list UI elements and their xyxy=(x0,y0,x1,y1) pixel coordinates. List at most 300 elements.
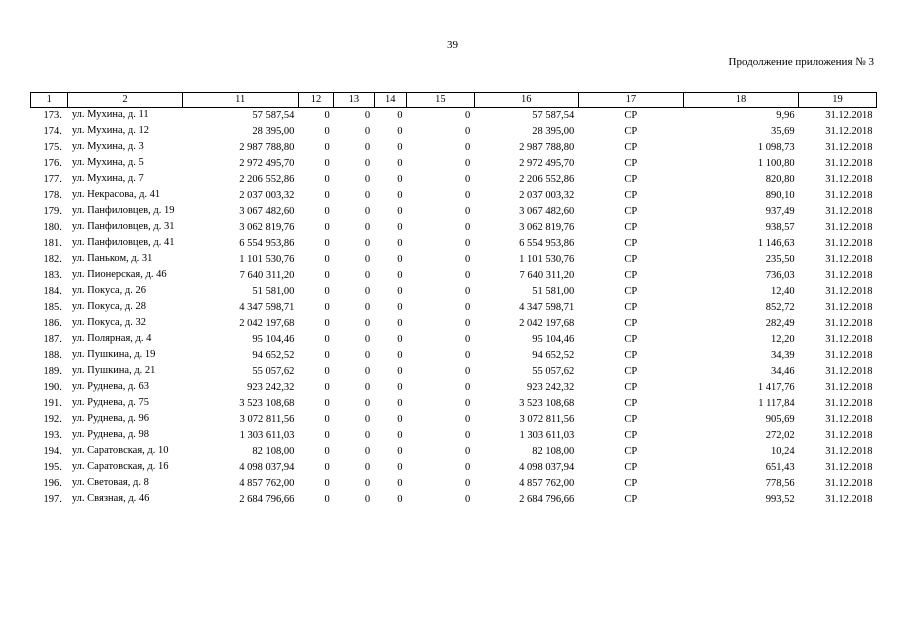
cell-col-18: 272,02 xyxy=(765,430,795,441)
cell-col-17: СР xyxy=(624,446,638,457)
address-cell: ул. Паньком, д. 31 xyxy=(71,253,153,264)
cell-col-12: 0 xyxy=(324,398,330,409)
row-number: 174. xyxy=(43,126,62,137)
cell-col-19: 31.12.2018 xyxy=(825,206,873,217)
cell-col-11: 1 101 530,76 xyxy=(239,254,295,265)
cell-col-14: 0 xyxy=(397,446,403,457)
appendix-caption: Продолжение приложения № 3 xyxy=(728,56,874,68)
cell-col-19: 31.12.2018 xyxy=(825,398,873,409)
cell-col-14: 0 xyxy=(397,238,403,249)
row-number: 194. xyxy=(43,446,62,457)
cell-col-12: 0 xyxy=(324,126,330,137)
table-row xyxy=(31,318,877,334)
cell-col-15: 0 xyxy=(464,382,471,393)
cell-col-19: 31.12.2018 xyxy=(825,174,873,185)
cell-col-14: 0 xyxy=(397,110,403,121)
cell-col-18: 993,52 xyxy=(765,494,795,505)
row-number: 196. xyxy=(43,478,62,489)
row-number: 182. xyxy=(43,254,62,265)
cell-col-12: 0 xyxy=(324,318,330,329)
cell-col-17: СР xyxy=(624,110,638,121)
cell-col-16: 3 072 811,56 xyxy=(519,414,575,425)
cell-col-17: СР xyxy=(624,174,638,185)
cell-col-17: СР xyxy=(624,158,638,169)
table-row xyxy=(31,334,877,350)
cell-col-15: 0 xyxy=(464,446,471,457)
cell-col-18: 938,57 xyxy=(765,222,795,233)
cell-col-14: 0 xyxy=(397,302,403,313)
cell-col-12: 0 xyxy=(324,158,330,169)
cell-col-12: 0 xyxy=(324,334,330,345)
table-row xyxy=(31,286,877,302)
cell-col-11: 28 395,00 xyxy=(252,126,295,137)
cell-col-19: 31.12.2018 xyxy=(825,254,873,265)
cell-col-17: СР xyxy=(624,462,638,473)
cell-col-12: 0 xyxy=(324,254,330,265)
cell-col-19: 31.12.2018 xyxy=(825,318,873,329)
cell-col-19: 31.12.2018 xyxy=(825,494,873,505)
cell-col-18: 235,50 xyxy=(765,254,795,265)
cell-col-11: 7 640 311,20 xyxy=(239,270,295,281)
cell-col-12: 0 xyxy=(324,110,330,121)
cell-col-13: 0 xyxy=(364,446,371,457)
cell-col-15: 0 xyxy=(464,494,471,505)
cell-col-13: 0 xyxy=(364,318,371,329)
cell-col-18: 35,69 xyxy=(770,126,795,137)
cell-col-14: 0 xyxy=(397,206,403,217)
cell-col-18: 890,10 xyxy=(765,190,795,201)
cell-col-19: 31.12.2018 xyxy=(825,462,873,473)
table-row xyxy=(31,302,877,318)
cell-col-17: СР xyxy=(624,206,638,217)
cell-col-14: 0 xyxy=(397,174,403,185)
cell-col-17: СР xyxy=(624,414,638,425)
cell-col-15: 0 xyxy=(464,206,471,217)
cell-col-11: 923 242,32 xyxy=(247,382,295,393)
cell-col-16: 4 098 037,94 xyxy=(519,462,575,473)
cell-col-15: 0 xyxy=(464,398,471,409)
cell-col-12: 0 xyxy=(324,174,330,185)
cell-col-12: 0 xyxy=(324,222,330,233)
cell-col-11: 82 108,00 xyxy=(252,446,295,457)
cell-col-11: 2 972 495,70 xyxy=(239,158,295,169)
cell-col-13: 0 xyxy=(364,494,371,505)
cell-col-19: 31.12.2018 xyxy=(825,350,873,361)
cell-col-18: 1 417,76 xyxy=(757,382,795,393)
cell-col-15: 0 xyxy=(464,478,471,489)
cell-col-18: 852,72 xyxy=(765,302,795,313)
table-row xyxy=(31,398,877,414)
cell-col-15: 0 xyxy=(464,318,471,329)
column-header: 2 xyxy=(68,93,182,108)
cell-col-19: 31.12.2018 xyxy=(825,238,873,249)
cell-col-18: 1 146,63 xyxy=(757,238,795,249)
table-row xyxy=(31,430,877,446)
address-cell: ул. Руднева, д. 96 xyxy=(71,413,150,424)
cell-col-16: 3 067 482,60 xyxy=(519,206,575,217)
cell-col-15: 0 xyxy=(464,174,471,185)
cell-col-12: 0 xyxy=(324,430,330,441)
cell-col-19: 31.12.2018 xyxy=(825,382,873,393)
row-number: 192. xyxy=(43,414,62,425)
cell-col-19: 31.12.2018 xyxy=(825,302,873,313)
cell-col-19: 31.12.2018 xyxy=(825,414,873,425)
cell-col-16: 1 101 530,76 xyxy=(519,254,575,265)
cell-col-13: 0 xyxy=(364,174,371,185)
cell-col-18: 651,43 xyxy=(765,462,795,473)
cell-col-13: 0 xyxy=(364,206,371,217)
cell-col-11: 2 206 552,86 xyxy=(239,174,295,185)
address-cell: ул. Покуса, д. 32 xyxy=(71,317,146,328)
column-header: 14 xyxy=(374,93,406,108)
address-cell: ул. Панфиловцев, д. 41 xyxy=(71,237,175,248)
cell-col-17: СР xyxy=(624,126,638,137)
cell-col-17: СР xyxy=(624,142,638,153)
cell-col-13: 0 xyxy=(364,142,371,153)
column-header: 1 xyxy=(31,93,68,108)
cell-col-17: СР xyxy=(624,238,638,249)
row-number: 187. xyxy=(43,334,62,345)
cell-col-13: 0 xyxy=(364,382,371,393)
cell-col-14: 0 xyxy=(397,318,403,329)
cell-col-12: 0 xyxy=(324,478,330,489)
address-cell: ул. Пионерская, д. 46 xyxy=(71,269,167,280)
cell-col-13: 0 xyxy=(364,286,371,297)
cell-col-16: 55 057,62 xyxy=(532,366,575,377)
cell-col-13: 0 xyxy=(364,366,371,377)
cell-col-16: 95 104,46 xyxy=(532,334,575,345)
cell-col-16: 3 062 819,76 xyxy=(519,222,575,233)
row-number: 179. xyxy=(43,206,62,217)
cell-col-15: 0 xyxy=(464,190,471,201)
cell-col-18: 820,80 xyxy=(765,174,795,185)
cell-col-14: 0 xyxy=(397,270,403,281)
cell-col-11: 4 098 037,94 xyxy=(239,462,295,473)
address-cell: ул. Саратовская, д. 16 xyxy=(71,461,169,472)
cell-col-17: СР xyxy=(624,430,638,441)
cell-col-15: 0 xyxy=(464,110,471,121)
cell-col-14: 0 xyxy=(397,126,403,137)
cell-col-13: 0 xyxy=(364,478,371,489)
table-header-row xyxy=(31,93,877,108)
cell-col-12: 0 xyxy=(324,366,330,377)
address-cell: ул. Некрасова, д. 41 xyxy=(71,189,161,200)
row-number: 185. xyxy=(43,302,62,313)
address-cell: ул. Мухина, д. 12 xyxy=(71,125,149,136)
cell-col-12: 0 xyxy=(324,190,330,201)
cell-col-15: 0 xyxy=(464,334,471,345)
cell-col-16: 7 640 311,20 xyxy=(519,270,575,281)
table-row xyxy=(31,190,877,206)
address-cell: ул. Руднева, д. 63 xyxy=(71,381,150,392)
cell-col-16: 94 652,52 xyxy=(532,350,575,361)
address-cell: ул. Мухина, д. 7 xyxy=(71,173,144,184)
cell-col-13: 0 xyxy=(364,110,371,121)
cell-col-19: 31.12.2018 xyxy=(825,334,873,345)
table-row xyxy=(31,238,877,254)
cell-col-16: 2 037 003,32 xyxy=(519,190,575,201)
cell-col-16: 28 395,00 xyxy=(532,126,575,137)
cell-col-18: 937,49 xyxy=(765,206,795,217)
cell-col-14: 0 xyxy=(397,142,403,153)
address-cell: ул. Пушкина, д. 19 xyxy=(71,349,156,360)
cell-col-14: 0 xyxy=(397,462,403,473)
cell-col-12: 0 xyxy=(324,494,330,505)
cell-col-17: СР xyxy=(624,286,638,297)
cell-col-19: 31.12.2018 xyxy=(825,270,873,281)
cell-col-15: 0 xyxy=(464,366,471,377)
cell-col-14: 0 xyxy=(397,222,403,233)
cell-col-15: 0 xyxy=(464,414,471,425)
cell-col-14: 0 xyxy=(397,286,403,297)
cell-col-11: 3 062 819,76 xyxy=(239,222,295,233)
cell-col-19: 31.12.2018 xyxy=(825,110,873,121)
address-cell: ул. Покуса, д. 28 xyxy=(71,301,146,312)
row-number: 178. xyxy=(43,190,62,201)
cell-col-18: 282,49 xyxy=(765,318,795,329)
cell-col-18: 12,20 xyxy=(770,334,795,345)
table-row xyxy=(31,366,877,382)
cell-col-13: 0 xyxy=(364,254,371,265)
cell-col-18: 778,56 xyxy=(765,478,795,489)
cell-col-13: 0 xyxy=(364,414,371,425)
address-cell: ул. Полярная, д. 4 xyxy=(71,333,152,344)
cell-col-19: 31.12.2018 xyxy=(825,366,873,377)
cell-col-13: 0 xyxy=(364,334,371,345)
address-cell: ул. Руднева, д. 98 xyxy=(71,429,150,440)
cell-col-18: 34,39 xyxy=(770,350,795,361)
cell-col-14: 0 xyxy=(397,350,403,361)
cell-col-11: 3 523 108,68 xyxy=(239,398,295,409)
cell-col-19: 31.12.2018 xyxy=(825,142,873,153)
row-number: 186. xyxy=(43,318,62,329)
cell-col-16: 2 206 552,86 xyxy=(519,174,575,185)
cell-col-14: 0 xyxy=(397,398,403,409)
address-cell: ул. Панфиловцев, д. 31 xyxy=(71,221,175,232)
address-cell: ул. Покуса, д. 26 xyxy=(71,285,146,296)
column-header: 15 xyxy=(406,93,474,108)
cell-col-12: 0 xyxy=(324,462,330,473)
cell-col-13: 0 xyxy=(364,350,371,361)
row-number: 184. xyxy=(43,286,62,297)
table-row xyxy=(31,108,877,127)
cell-col-13: 0 xyxy=(364,222,371,233)
address-cell: ул. Саратовская, д. 10 xyxy=(71,445,169,456)
cell-col-15: 0 xyxy=(464,254,471,265)
cell-col-19: 31.12.2018 xyxy=(825,478,873,489)
cell-col-16: 2 987 788,80 xyxy=(519,142,575,153)
row-number: 193. xyxy=(43,430,62,441)
cell-col-12: 0 xyxy=(324,142,330,153)
cell-col-19: 31.12.2018 xyxy=(825,222,873,233)
address-cell: ул. Связная, д. 46 xyxy=(71,493,150,504)
table-row xyxy=(31,206,877,222)
cell-col-11: 3 067 482,60 xyxy=(239,206,295,217)
cell-col-11: 57 587,54 xyxy=(252,110,295,121)
cell-col-13: 0 xyxy=(364,302,371,313)
table-row xyxy=(31,174,877,190)
cell-col-13: 0 xyxy=(364,190,371,201)
cell-col-12: 0 xyxy=(324,270,330,281)
cell-col-16: 4 347 598,71 xyxy=(519,302,575,313)
table-row xyxy=(31,254,877,270)
address-cell: ул. Мухина, д. 5 xyxy=(71,157,144,168)
cell-col-18: 1 100,80 xyxy=(757,158,795,169)
table-row xyxy=(31,478,877,494)
cell-col-12: 0 xyxy=(324,206,330,217)
cell-col-16: 3 523 108,68 xyxy=(519,398,575,409)
table-row xyxy=(31,350,877,366)
cell-col-15: 0 xyxy=(464,302,471,313)
cell-col-11: 2 684 796,66 xyxy=(239,494,295,505)
cell-col-11: 6 554 953,86 xyxy=(239,238,295,249)
cell-col-12: 0 xyxy=(324,382,330,393)
cell-col-19: 31.12.2018 xyxy=(825,126,873,137)
table-row xyxy=(31,270,877,286)
cell-col-17: СР xyxy=(624,366,638,377)
row-number: 189. xyxy=(43,366,62,377)
row-number: 188. xyxy=(43,350,62,361)
cell-col-14: 0 xyxy=(397,430,403,441)
table-row xyxy=(31,382,877,398)
cell-col-18: 1 117,84 xyxy=(758,398,795,409)
page-number: 39 xyxy=(447,39,458,51)
cell-col-11: 3 072 811,56 xyxy=(239,414,295,425)
cell-col-12: 0 xyxy=(324,238,330,249)
cell-col-14: 0 xyxy=(397,190,403,201)
table-row xyxy=(31,462,877,478)
cell-col-13: 0 xyxy=(364,238,371,249)
cell-col-14: 0 xyxy=(397,366,403,377)
row-number: 183. xyxy=(43,270,62,281)
table-row xyxy=(31,158,877,174)
cell-col-16: 4 857 762,00 xyxy=(519,478,575,489)
cell-col-11: 4 857 762,00 xyxy=(239,478,295,489)
address-cell: ул. Пушкина, д. 21 xyxy=(71,365,156,376)
cell-col-19: 31.12.2018 xyxy=(825,190,873,201)
cell-col-17: СР xyxy=(624,222,638,233)
cell-col-11: 2 042 197,68 xyxy=(239,318,295,329)
address-cell: ул. Световая, д. 8 xyxy=(71,477,149,488)
cell-col-17: СР xyxy=(624,382,638,393)
cell-col-13: 0 xyxy=(364,126,371,137)
cell-col-14: 0 xyxy=(397,382,403,393)
cell-col-15: 0 xyxy=(464,126,471,137)
cell-col-11: 55 057,62 xyxy=(252,366,295,377)
cell-col-15: 0 xyxy=(464,238,471,249)
cell-col-17: СР xyxy=(624,270,638,281)
row-number: 195. xyxy=(43,462,62,473)
cell-col-14: 0 xyxy=(397,478,403,489)
address-cell: ул. Панфиловцев, д. 19 xyxy=(71,205,175,216)
cell-col-13: 0 xyxy=(364,462,371,473)
cell-col-17: СР xyxy=(624,254,638,265)
cell-col-14: 0 xyxy=(397,494,403,505)
cell-col-11: 2 037 003,32 xyxy=(239,190,295,201)
cell-col-19: 31.12.2018 xyxy=(825,286,873,297)
cell-col-11: 4 347 598,71 xyxy=(239,302,295,313)
cell-col-15: 0 xyxy=(464,286,471,297)
cell-col-15: 0 xyxy=(464,142,471,153)
cell-col-16: 57 587,54 xyxy=(532,110,575,121)
cell-col-12: 0 xyxy=(324,414,330,425)
column-header: 12 xyxy=(298,93,333,108)
column-header: 13 xyxy=(334,93,374,108)
cell-col-17: СР xyxy=(624,350,638,361)
cell-col-13: 0 xyxy=(364,398,371,409)
cell-col-13: 0 xyxy=(364,158,371,169)
cell-col-12: 0 xyxy=(324,446,330,457)
column-header: 16 xyxy=(474,93,578,108)
cell-col-18: 1 098,73 xyxy=(757,142,795,153)
cell-col-18: 10,24 xyxy=(770,446,795,457)
cell-col-15: 0 xyxy=(464,350,471,361)
table-row xyxy=(31,222,877,238)
cell-col-18: 34,46 xyxy=(770,366,795,377)
cell-col-11: 1 303 611,03 xyxy=(239,430,295,441)
cell-col-15: 0 xyxy=(464,462,471,473)
table-row xyxy=(31,126,877,142)
cell-col-12: 0 xyxy=(324,302,330,313)
column-header: 17 xyxy=(578,93,683,108)
cell-col-11: 95 104,46 xyxy=(252,334,295,345)
cell-col-14: 0 xyxy=(397,414,403,425)
cell-col-18: 9,96 xyxy=(776,110,795,121)
cell-col-15: 0 xyxy=(464,222,471,233)
table-row xyxy=(31,414,877,430)
table-row xyxy=(31,494,877,510)
cell-col-16: 2 042 197,68 xyxy=(519,318,575,329)
row-number: 173. xyxy=(43,110,62,121)
row-number: 176. xyxy=(43,158,62,169)
cell-col-17: СР xyxy=(624,318,638,329)
cell-col-16: 6 554 953,86 xyxy=(519,238,575,249)
address-cell: ул. Мухина, д. 3 xyxy=(71,141,144,152)
cell-col-19: 31.12.2018 xyxy=(825,446,873,457)
row-number: 180. xyxy=(43,222,62,233)
cell-col-19: 31.12.2018 xyxy=(825,158,873,169)
row-number: 191. xyxy=(43,398,62,409)
address-cell: ул. Мухина, д. 11 xyxy=(71,109,149,120)
cell-col-17: СР xyxy=(624,190,638,201)
cell-col-11: 2 987 788,80 xyxy=(239,142,295,153)
cell-col-16: 923 242,32 xyxy=(527,382,575,393)
cell-col-12: 0 xyxy=(324,286,330,297)
cell-col-14: 0 xyxy=(397,158,403,169)
cell-col-16: 82 108,00 xyxy=(532,446,575,457)
cell-col-16: 2 972 495,70 xyxy=(519,158,575,169)
cell-col-17: СР xyxy=(624,478,638,489)
cell-col-19: 31.12.2018 xyxy=(825,430,873,441)
cell-col-17: СР xyxy=(624,302,638,313)
row-number: 197. xyxy=(43,494,62,505)
cell-col-17: СР xyxy=(624,398,638,409)
cell-col-11: 51 581,00 xyxy=(252,286,295,297)
cell-col-18: 12,40 xyxy=(770,286,795,297)
cell-col-16: 2 684 796,66 xyxy=(519,494,575,505)
cell-col-13: 0 xyxy=(364,430,371,441)
cell-col-16: 1 303 611,03 xyxy=(519,430,575,441)
cell-col-12: 0 xyxy=(324,350,330,361)
address-cell: ул. Руднева, д. 75 xyxy=(71,397,150,408)
table-row xyxy=(31,446,877,462)
cell-col-18: 905,69 xyxy=(765,414,795,425)
cell-col-14: 0 xyxy=(397,334,403,345)
cell-col-18: 736,03 xyxy=(765,270,795,281)
cell-col-15: 0 xyxy=(464,158,471,169)
row-number: 181. xyxy=(43,238,62,249)
column-header: 18 xyxy=(683,93,798,108)
